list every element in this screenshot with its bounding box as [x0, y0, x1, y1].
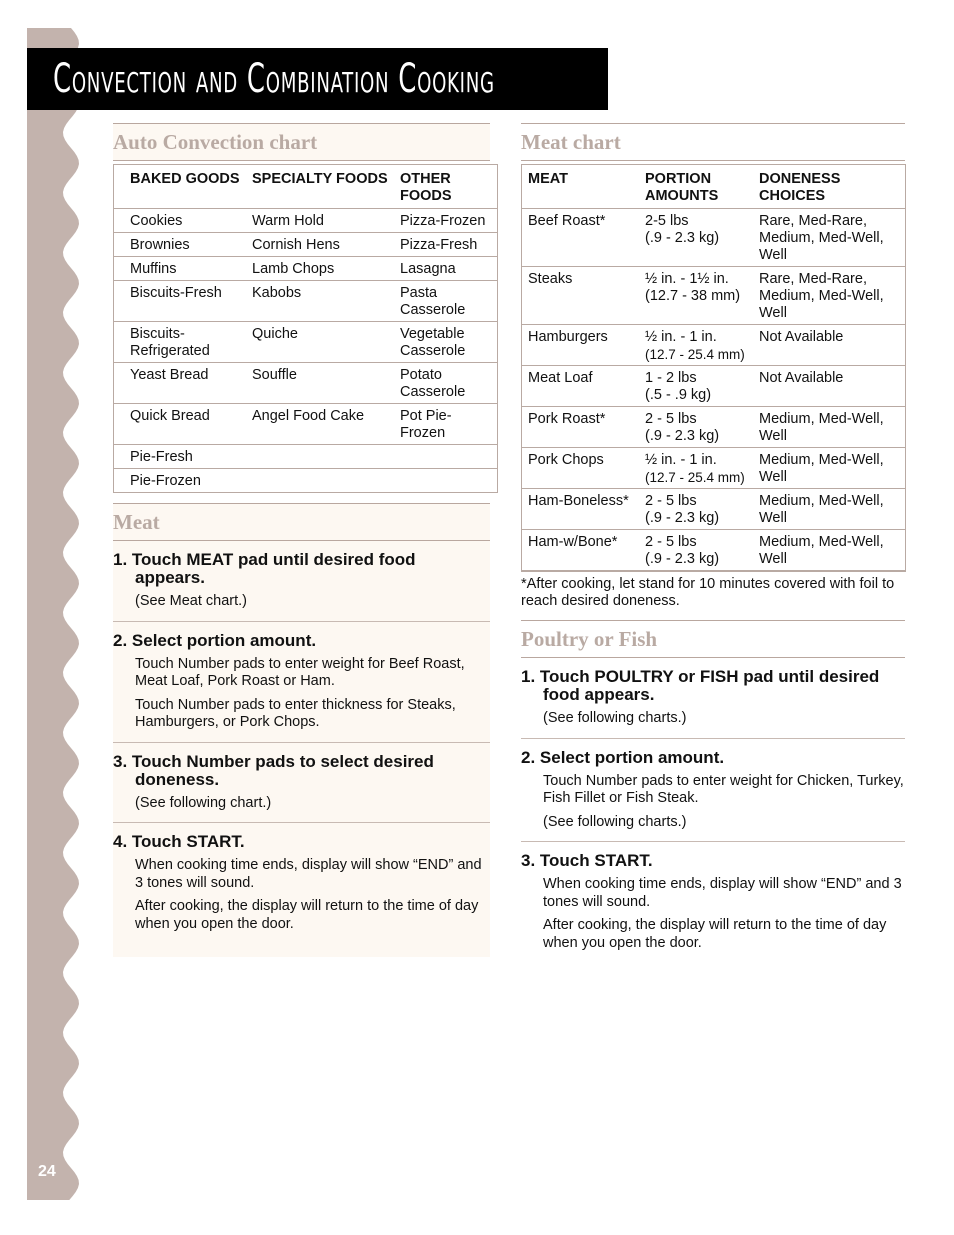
meat-heading-bar — [113, 503, 490, 541]
table-row — [114, 233, 497, 257]
table-row — [114, 322, 497, 363]
step-title: 3. Touch START. — [521, 851, 653, 870]
table-row — [522, 530, 905, 571]
doneness-cell: Rare, Med-Rare, Medium, Med-Well, Well — [759, 213, 884, 263]
step-text: When cooking time ends, display will show “END” and 3 tones will sound. — [135, 857, 482, 891]
portion-amount: 1 - 2 lbs — [645, 370, 697, 386]
portion-cell — [639, 530, 753, 571]
step-text: (See following chart.) — [135, 794, 272, 811]
meat-chart-heading-bar — [521, 123, 905, 161]
table-cell: Cookies — [130, 213, 183, 229]
instruction-step — [113, 823, 490, 943]
meat-cell: Hamburgers — [528, 329, 608, 345]
portion-cell — [639, 489, 753, 530]
instruction-step — [113, 541, 490, 622]
portion-cell — [639, 325, 753, 366]
step-text: (See following charts.) — [543, 813, 687, 830]
table-cell: Cornish Hens — [252, 237, 340, 253]
auto-convection-heading-bar — [113, 123, 490, 161]
table-row — [522, 209, 905, 267]
table-row — [114, 445, 497, 469]
page-number: 24 — [38, 1163, 56, 1180]
table-cell: Pie-Frozen — [130, 473, 201, 489]
step-text: (See Meat chart.) — [135, 593, 248, 609]
table-row — [114, 209, 497, 233]
instruction-step — [113, 743, 490, 824]
page-title-banner — [27, 48, 608, 110]
decorative-wave-strip — [27, 28, 81, 1200]
table-row — [114, 281, 497, 322]
table-header-row — [114, 165, 497, 209]
step-text: Touch Number pads to enter weight for Chicken, Turkey, Fish Fillet or Fish Steak. — [543, 772, 904, 806]
meat-cell: Beef Roast* — [528, 213, 606, 229]
table-row — [522, 448, 905, 489]
column-header: SPECIALTY FOODS — [252, 171, 388, 187]
step-text: Touch Number pads to enter weight for Beef Roast, Meat Loaf, Pork Roast or Ham. — [135, 655, 465, 689]
step-text: (See following charts.) — [543, 710, 687, 726]
table-cell: Pizza-Frozen — [400, 213, 486, 229]
portion-cell — [639, 209, 753, 267]
table-header-row — [522, 165, 905, 209]
table-cell: Potato Casserole — [400, 367, 466, 400]
meat-cell: Ham-w/Bone* — [528, 534, 618, 550]
step-title: 4. Touch START. — [113, 832, 245, 851]
step-text: After cooking, the display will return to the time of day when you open the door. — [543, 917, 887, 951]
meat-steps-panel — [113, 503, 490, 957]
table-cell: Lamb Chops — [252, 261, 335, 277]
step-text: When cooking time ends, display will show “END” and 3 tones will sound. — [543, 876, 902, 910]
meat-chart-table — [522, 165, 905, 571]
doneness-cell: Medium, Med-Well, Well — [759, 452, 884, 485]
doneness-cell: Medium, Med-Well, Well — [759, 534, 884, 567]
table-cell: Kabobs — [252, 285, 302, 301]
table-row — [522, 366, 905, 407]
doneness-cell: Rare, Med-Rare, Medium, Med-Well, Well — [759, 271, 884, 321]
table-cell: Muffins — [130, 261, 177, 277]
table-cell: Pot Pie-Frozen — [400, 408, 452, 441]
step-title: 1. Touch POULTRY or FISH pad until desired food appears. — [521, 667, 880, 704]
step-title: 1. Touch MEAT pad until desired food appears. — [113, 550, 416, 587]
table-row — [522, 325, 905, 366]
auto-convection-heading: Auto Convection chart — [113, 129, 318, 154]
table-cell: Quiche — [252, 326, 298, 342]
portion-cell — [639, 267, 753, 325]
auto-convection-table-wrap — [113, 164, 498, 493]
auto-convection-table — [114, 165, 497, 493]
poultry-heading-bar — [521, 620, 905, 658]
instruction-step — [521, 739, 905, 843]
portion-metric: (12.7 - 25.4 mm) — [645, 470, 745, 485]
column-header: OTHER FOODS — [400, 171, 452, 204]
doneness-cell: Not Available — [759, 370, 844, 386]
meat-cell: Pork Chops — [528, 452, 604, 468]
portion-amount: 2 - 5 lbs — [645, 411, 697, 427]
portion-metric: (.9 - 2.3 kg) — [645, 551, 720, 567]
meat-cell: Ham-Boneless* — [528, 493, 629, 509]
step-text: After cooking, the display will return to the time of day when you open the door. — [135, 898, 479, 932]
meat-cell: Meat Loaf — [528, 370, 593, 386]
doneness-cell: Medium, Med-Well, Well — [759, 411, 884, 444]
portion-metric: (12.7 - 25.4 mm) — [645, 347, 745, 362]
portion-metric: (12.7 - 38 mm) — [645, 288, 741, 304]
table-cell — [246, 469, 394, 493]
table-cell: Warm Hold — [252, 213, 324, 229]
table-cell: Pasta Casserole — [400, 285, 466, 318]
table-cell — [246, 445, 394, 469]
table-cell: Pie-Fresh — [130, 449, 193, 465]
table-cell: Pizza-Fresh — [400, 237, 478, 253]
table-cell: Angel Food Cake — [252, 408, 365, 424]
table-cell: Vegetable Casserole — [400, 326, 466, 359]
meat-cell: Pork Roast* — [528, 411, 606, 427]
meat-cell: Steaks — [528, 271, 573, 287]
portion-amount: 2 - 5 lbs — [645, 493, 697, 509]
portion-amount: 2 - 5 lbs — [645, 534, 697, 550]
poultry-heading: Poultry or Fish — [521, 626, 658, 651]
instruction-step — [521, 658, 905, 739]
meat-chart-heading: Meat chart — [521, 129, 621, 154]
step-title: 2. Select portion amount. — [521, 747, 725, 767]
portion-amount: ½ in. - 1 in. — [645, 329, 717, 345]
meat-chart-footnote: *After cooking, let stand for 10 minutes covered with foil to reach desired doneness. — [521, 576, 895, 609]
doneness-cell: Not Available — [759, 329, 844, 345]
column-header: PORTION AMOUNTS — [645, 171, 719, 204]
portion-cell — [639, 366, 753, 407]
page-title: Convection and Combination Cooking — [53, 56, 495, 102]
column-header: MEAT — [528, 171, 569, 187]
table-row — [114, 404, 497, 445]
portion-metric: (.9 - 2.3 kg) — [645, 230, 720, 246]
table-cell — [394, 445, 497, 469]
portion-amount: ½ in. - 1½ in. — [645, 271, 729, 287]
portion-amount: ½ in. - 1 in. — [645, 452, 717, 468]
instruction-step — [113, 622, 490, 743]
table-row — [522, 407, 905, 448]
table-cell: Yeast Bread — [130, 367, 209, 383]
step-title: 3. Touch Number pads to select desired doneness. — [113, 751, 434, 789]
step-title: 2. Select portion amount. — [113, 630, 317, 650]
portion-metric: (.5 - .9 kg) — [645, 387, 712, 403]
table-cell: Biscuits-Refrigerated — [130, 326, 210, 359]
step-text: Touch Number pads to enter thickness for Steaks, Hamburgers, or Pork Chops. — [135, 696, 456, 730]
table-row — [522, 267, 905, 325]
table-cell: Biscuits-Fresh — [130, 285, 222, 301]
left-column — [113, 123, 490, 957]
meat-heading: Meat — [113, 509, 160, 534]
instruction-step — [521, 842, 905, 962]
portion-cell — [639, 448, 753, 489]
table-cell — [394, 469, 497, 493]
table-row — [114, 257, 497, 281]
table-row — [522, 489, 905, 530]
table-row — [114, 469, 497, 493]
table-cell: Quick Bread — [130, 408, 210, 424]
table-cell: Souffle — [252, 367, 297, 383]
portion-amount: 2-5 lbs — [645, 213, 689, 229]
column-header: DONENESS CHOICES — [759, 171, 841, 204]
right-column — [521, 123, 905, 962]
table-cell: Brownies — [130, 237, 190, 253]
meat-chart-table-wrap — [521, 164, 906, 572]
portion-metric: (.9 - 2.3 kg) — [645, 510, 720, 526]
portion-cell — [639, 407, 753, 448]
poultry-steps-panel — [521, 620, 905, 962]
doneness-cell: Medium, Med-Well, Well — [759, 493, 884, 526]
portion-metric: (.9 - 2.3 kg) — [645, 428, 720, 444]
table-cell: Lasagna — [400, 261, 456, 277]
table-row — [114, 363, 497, 404]
column-header: BAKED GOODS — [130, 171, 240, 187]
